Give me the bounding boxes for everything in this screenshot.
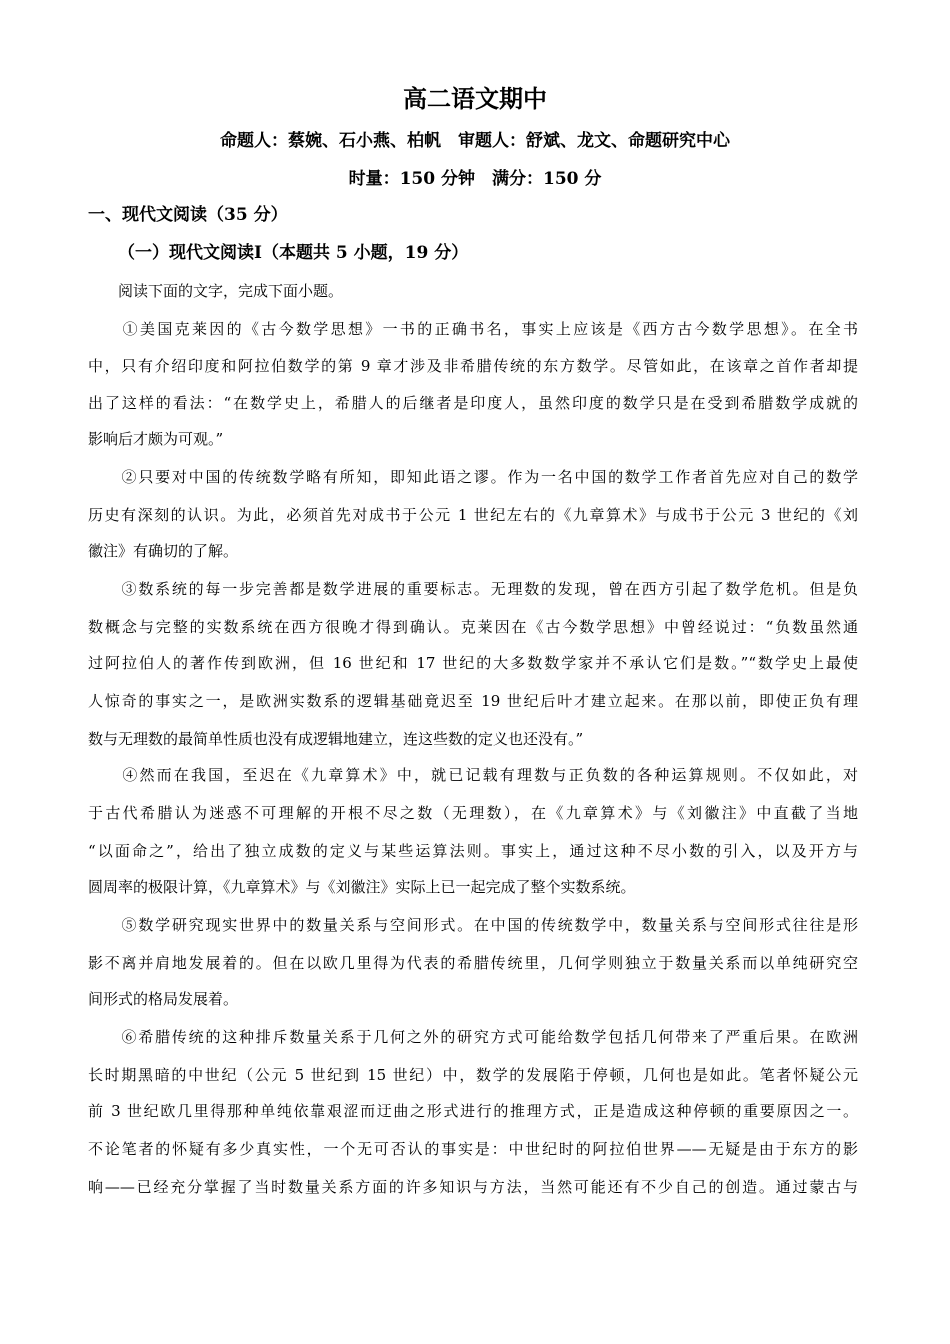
text-line: 于古代希腊认为迷惑不可理解的开根不尽之数（无理数），在《九章算术》与《刘徽注》中直截了当地	[88, 804, 858, 822]
text-line: 不论笔者的怀疑有多少真实性，一个无可否认的事实是：中世纪时的阿拉伯世界——无疑是由于东方的影	[88, 1140, 858, 1158]
text-line: 历史有深刻的认识。为此，必须首先对成书于公元 1 世纪左右的《九章算术》与成书于公元 3 世纪的《刘	[88, 506, 858, 524]
text-line: 数概念与完整的实数系统在西方很晚才得到确认。克莱因在《古今数学思想》中曾经说过：“负数虽然通	[88, 618, 858, 636]
text-line: 出了这样的看法：“在数学史上，希腊人的后继者是印度人，虽然印度的数学只是在受到希腊数学成就的	[88, 394, 858, 412]
text-line: ⑥希腊传统的这种排斥数量关系于几何之外的研究方式可能给数学包括几何带来了严重后果。在欧洲	[88, 1028, 858, 1046]
subsection-heading: （一）现代文阅读Ⅰ（本题共 5 小题，19 分）	[118, 243, 469, 263]
text-line: 数与无理数的最简单性质也没有成逻辑地建立，连这些数的定义也还没有。”	[88, 730, 584, 748]
section-heading: 一、现代文阅读（35 分）	[88, 205, 288, 225]
text-line: 影不离并肩地发展着的。但在以欧几里得为代表的希腊传统里，几何学则独立于数量关系而以单纯研究空	[88, 954, 858, 972]
text-line: 中，只有介绍印度和阿拉伯数学的第 9 章才涉及非希腊传统的东方数学。尽管如此，在该章之首作者却提	[88, 357, 858, 375]
text-line: 阅读下面的文字，完成下面小题。	[88, 282, 344, 300]
time-score-line: 时量：150 分钟 满分：150 分	[348, 169, 602, 189]
text-line: 人惊奇的事实之一，是欧洲实数系的逻辑基础竟迟至 19 世纪后叶才建立起来。在那以前，即使正负有理	[88, 692, 858, 710]
text-line: 影响后才颇为可观。”	[88, 430, 224, 448]
text-line: 圆周率的极限计算，《九章算术》与《刘徽注》实际上已一起完成了整个实数系统。	[88, 878, 636, 896]
document-title: 高二语文期中	[403, 84, 547, 113]
text-line: 长时期黑暗的中世纪（公元 5 世纪到 15 世纪）中，数学的发展陷于停顿，几何也是如此。笔者怀疑公元	[88, 1066, 858, 1084]
text-line: ④然而在我国，至迟在《九章算术》中，就已记载有理数与正负数的各种运算规则。不仅如此，对	[88, 766, 858, 784]
text-line: 过阿拉伯人的著作传到欧洲，但 16 世纪和 17 世纪的大多数数学家并不承认它们是数。”“数学史上最使	[88, 654, 858, 672]
text-line: 间形式的格局发展着。	[88, 990, 239, 1008]
text-line: 前 3 世纪欧几里得那种单纯依靠艰涩而迂曲之形式进行的推理方式，正是造成这种停顿的重要原因之一。	[88, 1102, 858, 1120]
authors-line: 命题人：蔡婉、石小燕、柏帆 审题人：舒斌、龙文、命题研究中心	[220, 131, 730, 151]
text-line: ①美国克莱因的《古今数学思想》一书的正确书名，事实上应该是《西方古今数学思想》。在全书	[88, 320, 858, 338]
text-line: ③数系统的每一步完善都是数学进展的重要标志。无理数的发现，曾在西方引起了数学危机。但是负	[88, 580, 858, 598]
text-line: ⑤数学研究现实世界中的数量关系与空间形式。在中国的传统数学中，数量关系与空间形式往往是形	[88, 916, 858, 934]
text-line: ②只要对中国的传统数学略有所知，即知此语之谬。作为一名中国的数学工作者首先应对自己的数学	[88, 468, 858, 486]
text-line: “以面命之”，给出了独立成数的定义与某些运算法则。事实上，通过这种不尽小数的引入，以及开方与	[88, 842, 858, 860]
text-line: 响——已经充分掌握了当时数量关系方面的许多知识与方法，当然可能还有不少自己的创造。通过蒙古与	[88, 1178, 858, 1196]
text-line: 徽注》有确切的了解。	[88, 542, 239, 560]
